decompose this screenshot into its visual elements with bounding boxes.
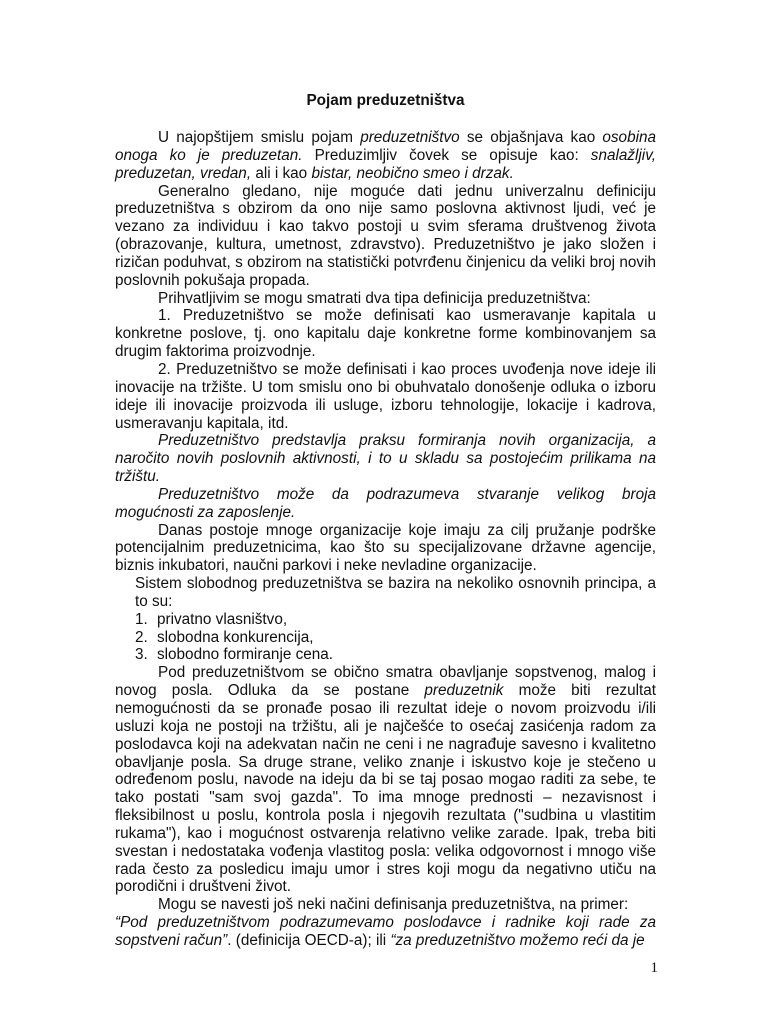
text-run: Preduzimljiv čovek se opisuje kao: [302, 146, 591, 164]
emphasis-term: preduzetništvo [360, 129, 460, 146]
text-run: se objašnjava kao [459, 129, 603, 146]
emphasis-phrase: osobina onoga ko je preduzetan. [115, 129, 656, 164]
paragraph-type-two: 2. Preduzetništvo se može definisati i kao proces uvođenja nove ideje ili inovacije na tržište. U tom smislu ono bi obuhvatalo donošenje odluka o izboru ideje ili inovacije proizvoda ili usluge, izboru tehnologije, lokacije i kadrova, usmeravanju kapitala, itd. [115, 360, 656, 432]
emphasis-quote: “Pod preduzetništvom podrazumevamo poslodavce i radnike koji rade za sopstveni račun” [115, 914, 656, 949]
text-run: može biti rezultat nemogućnosti da se pronađe posao ili rezultat ideje o novom proizvodu i/ili usluzi koja ne postoji na tržištu, ali je najčešće to osećaj zasićenja radom za poslodavca koji na adekvatan način ne ceni i ne nagrađuje savesno i kvalitetno obavljanje posla. Sa druge strane, veliko znanje i iskustvo koje je stečeno u određenom poslu, navode na ideju da bi se taj posao mogao raditi za sebe, te tako postati "sam svoj gazda". To ima mnoge prednosti – nezavisnost i fleksibilnost u poslu, kontrola posla i njegovih rezultata ("sudbina u vlastitim rukama"), kao i mogućnost ostvarenja relativno velike zarade. Ipak, treba biti svestan i nedostataka vođenja vlastitog posla: velika odgovornost i mnogo više rada često za posledicu imaju umor i stres koji mogu da negativno utiču na porodični i društveni život. [115, 682, 656, 896]
page-title: Pojam preduzetništva [306, 92, 465, 109]
list-text: slobodno formiranje cena. [157, 646, 334, 664]
paragraph-more-definitions: Mogu se navesti još neki načini definisanja preduzetništva, na primer: [158, 896, 629, 914]
list-text: privatno vlasništvo, [157, 610, 288, 628]
emphasis-phrase: snalažljiv, preduzetan, vredan, [115, 146, 656, 182]
emphasis-phrase: bistar, neobično smeo i drzak. [311, 164, 514, 182]
paragraph-italic-employment [115, 486, 656, 522]
paragraph-general: Generalno gledano, nije moguće dati jednu univerzalnu definiciju preduzetništva s obzirom da ono nije samo poslovna aktivnost ljudi, već je vezano za individuu i kao takvo postoji u svim sferama društvenog života (obrazovanje, kultura, umetnost, zdravstvo). Preduzetništvo je jako složen i rizičan poduhvat, s obzirom na statistički potvrđenu činjenicu da veliki broj novih poslovnih pokušaja propada. [115, 182, 656, 289]
paragraph-definition [115, 129, 656, 183]
paragraph-oecd-definition [115, 914, 656, 950]
page-number: 1 [650, 960, 658, 976]
list-number: 3. [135, 646, 148, 664]
paragraph-type-one: 1. Preduzetništvo se može definisati kao usmeravanje kapitala u konkretne poslove, tj. ono kapitalu daje konkretne forme kombinovanjem sa drugim faktorima proizvodnje. [115, 307, 656, 361]
list-item [115, 629, 656, 647]
text-run: U najopštijem smislu pojam [158, 129, 361, 146]
list-item [115, 611, 656, 629]
emphasis-paragraph: Preduzetništvo može da podrazumeva stvaranje velikog broja mogućnosti za zaposlenje. [115, 485, 656, 521]
paragraph-own-business [115, 664, 656, 896]
text-run: ali i kao [251, 164, 312, 182]
emphasis-term: preduzetnik [424, 682, 504, 700]
emphasis-paragraph: Preduzetništvo predstavlja praksu formiranja novih organizacija, a naročito novih poslovnih aktivnosti, i to u skladu sa postojećim prilikama na tržištu. [115, 432, 656, 486]
paragraph-two-types: Prihvatljivim se mogu smatrati dva tipa definicija preduzetništva: [158, 289, 591, 307]
document-body [115, 91, 656, 950]
paragraph-principles-intro: Sistem slobodnog preduzetništva se bazira na nekoliko osnovnih principa, a to su: [135, 575, 656, 610]
list-number: 1. [135, 610, 148, 628]
list-item [115, 646, 656, 664]
paragraph-organizations: Danas postoje mnoge organizacije koje imaju za cilj pružanje podrške potencijalnim preduzetnicima, kao što su specijalizovane državne agencije, biznis inkubatori, naučni parkovi i neke nevladine organizacije. [115, 521, 656, 575]
text-run: Pod preduzetništvom se obično smatra obavljanje sopstvenog, malog i novog posla. Odluka da se postane [115, 664, 656, 700]
list-text: slobodna konkurencija, [157, 628, 314, 646]
text-run: . (definicija OECD-a); ili [227, 931, 391, 949]
list-number: 2. [135, 628, 148, 646]
principles-list [115, 611, 656, 665]
paragraph-italic-practice [115, 432, 656, 486]
emphasis-quote: “za preduzetništvo možemo reći da je [390, 931, 645, 949]
